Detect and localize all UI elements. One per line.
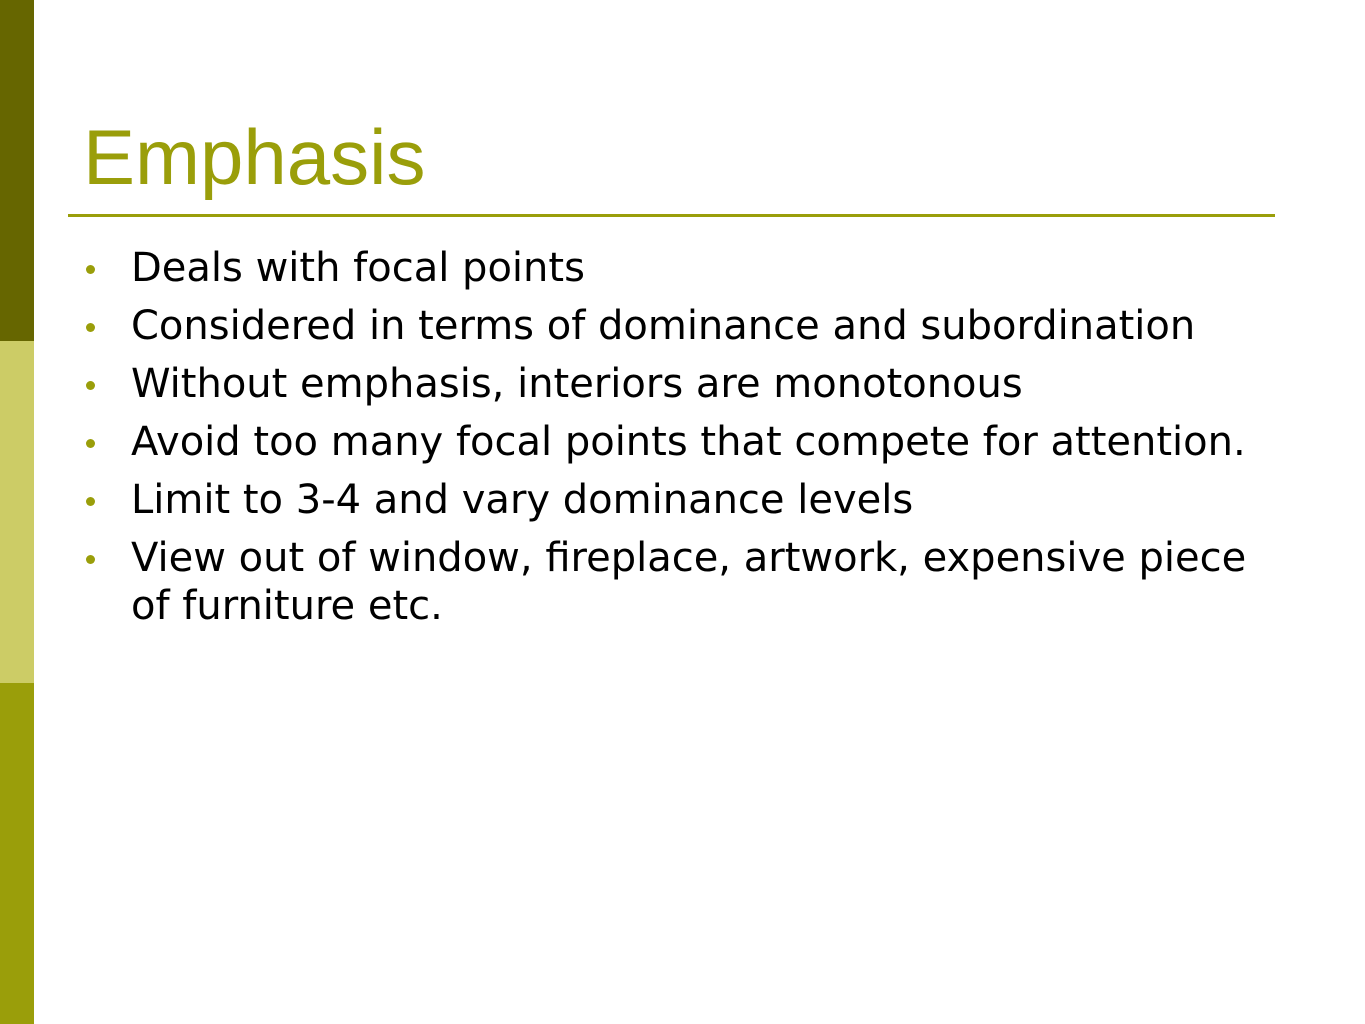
- bullet-item: [83, 418, 1283, 466]
- side-bar-top-segment: [0, 0, 34, 341]
- bullet-text: Without emphasis, interiors are monotonous: [131, 361, 1023, 407]
- title-underline-rule: [68, 214, 1275, 217]
- bullet-text: Deals with focal points: [131, 245, 585, 291]
- bullet-text: Avoid too many focal points that compete for attention.: [131, 419, 1246, 465]
- bullet-list: [83, 244, 1283, 640]
- bullet-item: [83, 360, 1283, 408]
- bullet-item: [83, 476, 1283, 524]
- bullet-dot-icon: [86, 439, 95, 448]
- bullet-dot-icon: [86, 497, 95, 506]
- bullet-dot-icon: [86, 323, 95, 332]
- side-bar-bottom-segment: [0, 683, 34, 1024]
- decorative-side-bar: [0, 0, 34, 1024]
- slide-title: Emphasis: [83, 113, 426, 201]
- bullet-item: [83, 534, 1283, 630]
- bullet-text: Limit to 3-4 and vary dominance levels: [131, 477, 914, 523]
- bullet-text: Considered in terms of dominance and subordination: [131, 303, 1196, 349]
- bullet-dot-icon: [86, 555, 95, 564]
- side-bar-middle-segment: [0, 341, 34, 683]
- bullet-dot-icon: [86, 265, 95, 274]
- bullet-item: [83, 244, 1283, 292]
- bullet-dot-icon: [86, 381, 95, 390]
- bullet-text: View out of window, fireplace, artwork, expensive piece of furniture etc.: [131, 535, 1247, 629]
- bullet-item: [83, 302, 1283, 350]
